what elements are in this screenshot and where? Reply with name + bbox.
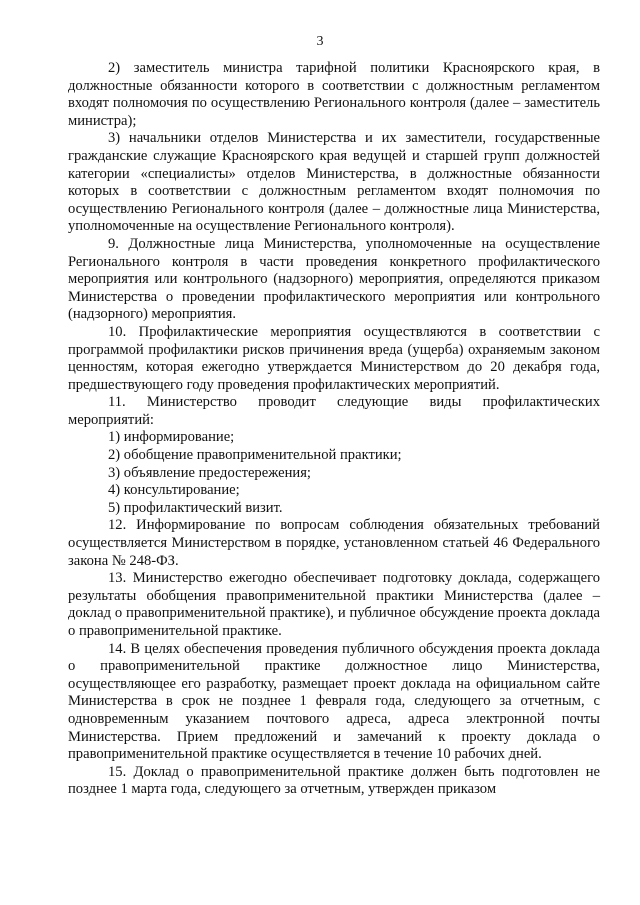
paragraph-14: 14. В целях обеспечения проведения публичного обсуждения проекта доклада о правоприменительной практике должностное лицо Министерства, осуществляющее его разработку, размещает проект доклада на официальном сайте Министерства в срок не позднее 1 февраля года, следующего за отчетным, с одновременным указанием почтового адреса, адреса электронной почты Министерства. Прием предложений и замечаний к проекту доклада о правоприменительной практике осуществляется в течение 10 рабочих дней. xyxy=(68,640,600,763)
list-item-consulting: 4) консультирование; xyxy=(108,482,240,499)
paragraph-10: 10. Профилактические мероприятия осуществляются в соответствии с программой профилактики рисков причинения вреда (ущерба) охраняемым законом ценностям, которая ежегодно утверждается Министерством до 20 декабря года, предшествующего году проведения профилактических мероприятий. xyxy=(68,323,600,393)
paragraph-15: 15. Доклад о правоприменительной практике должен быть подготовлен не позднее 1 марта года, следующего за отчетным, утвержден приказом xyxy=(68,763,600,798)
paragraph-12: 12. Информирование по вопросам соблюдения обязательных требований осуществляется Министерством в порядке, установленном статьей 46 Федерального закона № 248-ФЗ. xyxy=(68,517,600,569)
paragraph-11: 11. Министерство проводит следующие виды профилактических мероприятий: xyxy=(68,394,600,428)
list-item-informing: 1) информирование; xyxy=(108,429,235,446)
paragraph-deputy-minister: 2) заместитель министра тарифной политики Красноярского края, в должностные обязанности которого в соответствии с должностным регламентом входят полномочия по осуществлению Регионального контроля (далее – заместитель министра); xyxy=(68,60,600,129)
paragraph-department-heads: 3) начальники отделов Министерства и их заместители, государственные гражданские служащие Красноярского края ведущей и старшей групп должностей категории «специалисты» отделов Министерства, в должностные обязанности которых в соответствии с должностным регламентом входят полномочия по осуществлению Регионального контроля (далее – должностные лица Министерства, уполномоченные на осуществление Регионального контроля). xyxy=(68,130,600,235)
paragraph-9: 9. Должностные лица Министерства, уполномоченные на осуществление Регионального контроля в части проведения конкретного профилактического мероприятия или контрольного (надзорного) мероприятия, определяются приказом Министерства о проведении профилактического мероприятия или контрольного (надзорного) мероприятия. xyxy=(68,235,600,323)
document-body xyxy=(68,60,600,799)
paragraph-13: 13. Министерство ежегодно обеспечивает подготовку доклада, содержащего результаты обобщения правоприменительной практики Министерства (далее – доклад о правоприменительной практике), и публичное обсуждение проекта доклада о правоприменительной практике. xyxy=(68,570,600,639)
page-number: 3 xyxy=(316,34,324,49)
list-item-warning: 3) объявление предостережения; xyxy=(108,464,311,481)
list-item-preventive-visit: 5) профилактический визит. xyxy=(108,499,283,516)
list-item-generalization: 2) обобщение правоприменительной практики; xyxy=(108,447,402,464)
